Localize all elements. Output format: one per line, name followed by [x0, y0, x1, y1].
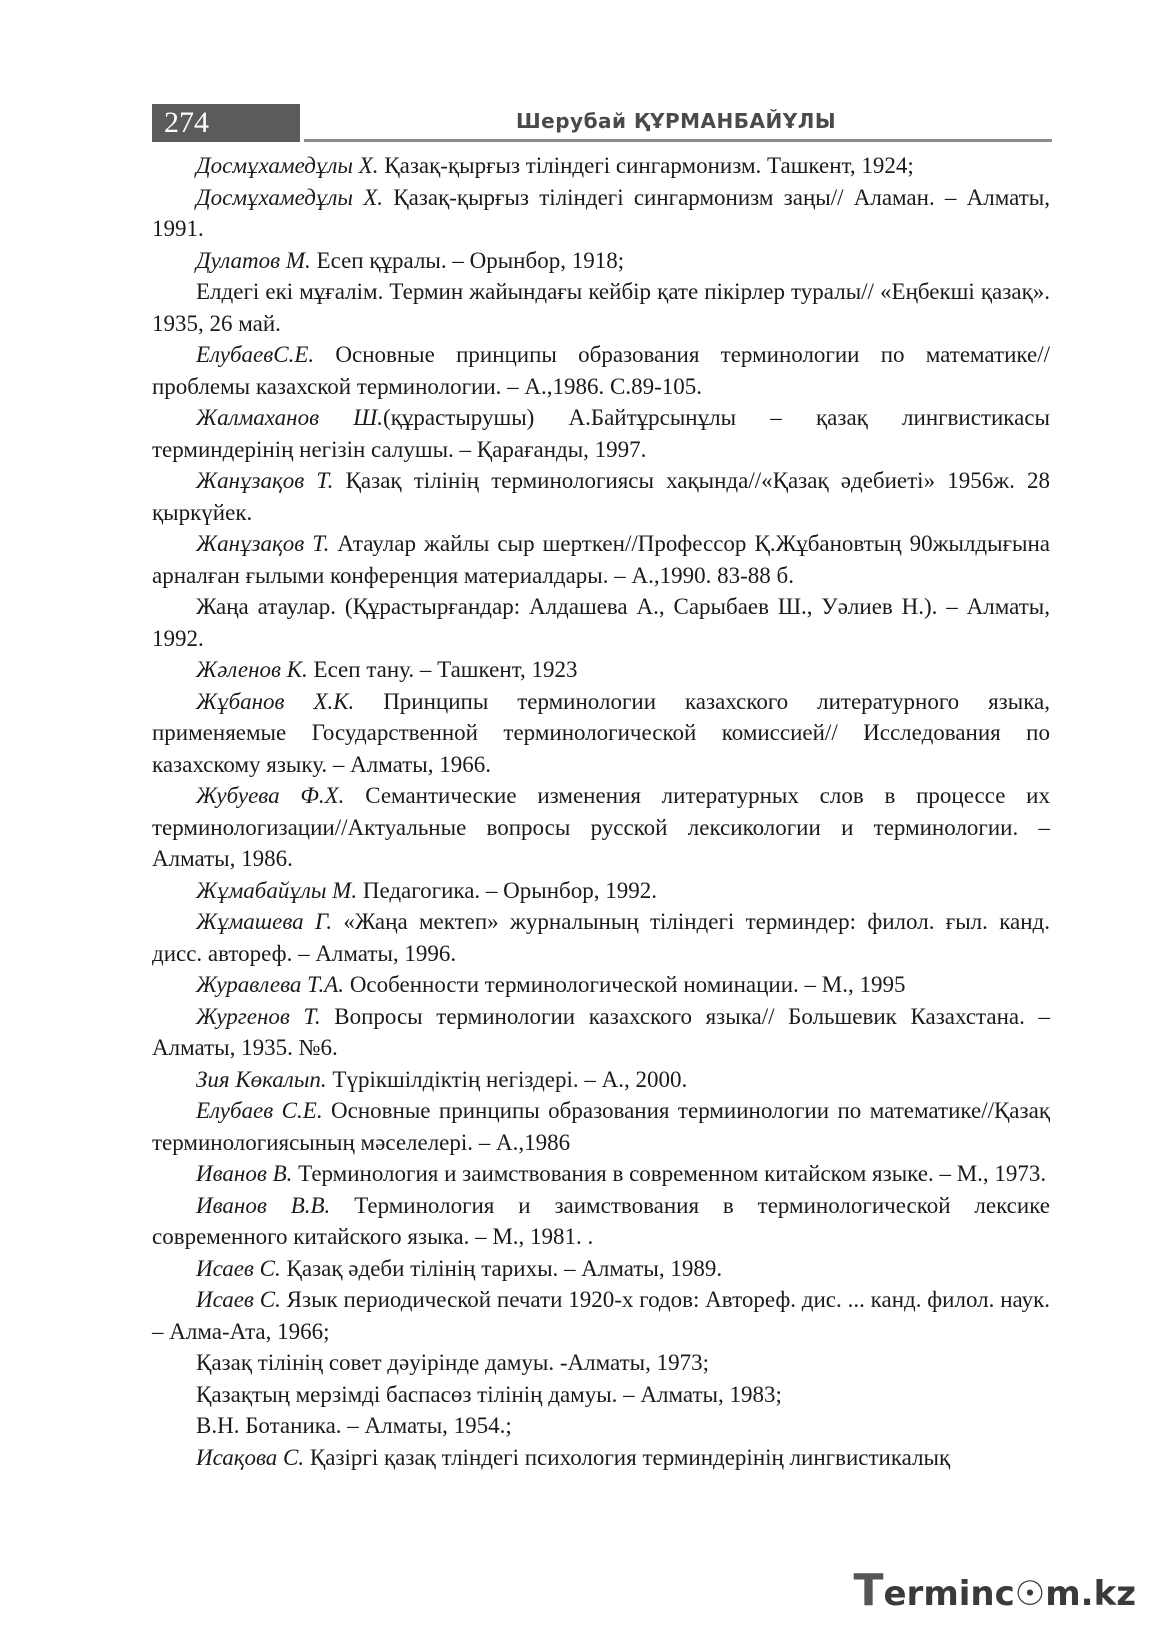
entry-text: Принципы терминологии казахского литературного языка, применяемые Государственной терминологической комиссией// Исследования по казахскому языку. – Алматы, 1966. — [152, 688, 1050, 777]
entry-author: Зия Көкалып. — [196, 1066, 327, 1092]
bibliography-entry — [152, 654, 1050, 686]
entry-text: Қазақ тілінің терминологиясы хақында//«Қазақ әдебиеті» 1956ж. 28 қыркүйек. — [152, 468, 1050, 525]
entry-author: Жәленов К. — [196, 657, 308, 682]
entry-author: Иванов В. — [196, 1161, 293, 1186]
entry-author: Жалмаханов Ш. — [196, 405, 384, 430]
entry-author: Жұмашева Г. — [196, 909, 333, 934]
entry-text: Язык периодической печати 1920-х годов: Автореф. дис. ... канд. филол. наук. – Алма-Ата, 1966; — [152, 1287, 1050, 1344]
bibliography-entry — [152, 875, 1050, 907]
bibliography-entry — [152, 1001, 1050, 1064]
entry-author: Жұбанов Х.К. — [196, 688, 355, 714]
bibliography-entry — [152, 1095, 1050, 1158]
bibliography-entry — [152, 150, 1050, 182]
entry-text: Қазақ тілінің совет дәуірінде дамуы. -Алматы, 1973; — [196, 1350, 710, 1375]
entry-text: Қазіргі қазақ тліндегі психология терминдерінің лингвистикалық — [304, 1444, 951, 1470]
entry-author: Журавлева Т.А. — [196, 972, 345, 997]
entry-text: Есеп тану. – Ташкент, 1923 — [307, 657, 578, 682]
entry-author: Дулатов М. — [196, 247, 311, 273]
entry-text: Қазақ-қырғыз тіліндегі сингармонизм заңы// Аламан. – Алматы, 1991. — [152, 184, 1050, 241]
bibliography-entry — [152, 1442, 1050, 1474]
page-number: 274 — [152, 104, 300, 142]
entry-text: Основные принципы образования терминологии по математике// проблемы казахской терминологии. – А.,1986. С.89-105. — [152, 342, 1050, 399]
entry-author: Елубаев С.Е. — [196, 1098, 323, 1123]
entry-text: Қазақ-қырғыз тіліндегі сингармонизм. Ташкент, 1924; — [378, 153, 914, 178]
bibliography-entry — [152, 465, 1050, 528]
bibliography-entry — [152, 780, 1050, 875]
entry-author: Исақова С. — [196, 1444, 305, 1470]
bibliography-entry — [152, 969, 1050, 1001]
entry-text: Қазақтың мерзімді баспасөз тілінің дамуы. – Алматы, 1983; — [196, 1381, 782, 1407]
site-logo — [853, 1567, 1136, 1615]
entry-text: Түрікшілдіктің негіздері. – А., 2000. — [326, 1066, 688, 1092]
bibliography-entry — [152, 1410, 1050, 1442]
entry-author: ЕлубаевС.Е. — [196, 342, 315, 367]
entry-text: Педагогика. – Орынбор, 1992. — [357, 877, 657, 903]
entry-text: В.Н. Ботаника. – Алматы, 1954.; — [196, 1413, 512, 1438]
bibliography-entry — [152, 1158, 1050, 1190]
entry-text: Атаулар жайлы сыр шерткен//Профессор Қ.Жұбановтың 90жылдығына арналған ғылыми конференция материалдары. – А.,1990. 83-88 б. — [152, 531, 1050, 588]
bibliography-entry — [152, 528, 1050, 591]
bibliography-entry — [152, 906, 1050, 969]
bibliography-entry — [152, 1284, 1050, 1347]
bibliography-entry — [152, 686, 1050, 781]
entry-text: Семантические изменения литературных слов в процессе их терминологизации//Актуальные вопросы русской лексикологии и терминологии. – Алматы, 1986. — [152, 783, 1050, 871]
entry-text: Основные принципы образования термиинологии по математике//Қазақ терминологиясының мәселелері. – А.,1986 — [152, 1098, 1050, 1155]
bibliography-entry — [152, 276, 1050, 339]
running-title: Шерубай ҚҰРМАНБАЙҰЛЫ — [515, 109, 837, 133]
entry-author: Досмұхамедұлы Х. — [196, 184, 384, 210]
bibliography-entry — [152, 1253, 1050, 1285]
bibliography-entry — [152, 591, 1050, 654]
running-header — [152, 104, 1052, 144]
bibliography-list — [152, 150, 1050, 1473]
logo-mark: T — [853, 1565, 884, 1616]
entry-author: Жургенов Т. — [196, 1003, 321, 1029]
entry-author: Жанұзақов Т. — [196, 468, 334, 493]
bibliography-entry — [152, 1064, 1050, 1096]
entry-author: Исаев С. — [196, 1255, 281, 1281]
entry-text: Елдегі екі мұғалім. Термин жайындағы кейбір қате пікірлер туралы// «Еңбекші қазақ». 1935, 26 май. — [152, 279, 1050, 336]
entry-author: Досмұхамедұлы Х. — [196, 153, 379, 178]
entry-author: Исаев С. — [196, 1287, 281, 1312]
entry-text: Терминология и заимствования в современном китайском языке. – М., 1973. — [292, 1161, 1047, 1186]
entry-text: Есеп құралы. – Орынбор, 1918; — [310, 247, 625, 273]
entry-text: «Жаңа мектеп» журналының тіліндегі терминдер: филол. ғыл. канд. дисс. автореф. – Алматы, 1996. — [152, 909, 1050, 966]
entry-text: Особенности терминологической номинации. – М., 1995 — [344, 972, 906, 997]
bibliography-entry — [152, 1379, 1050, 1411]
entry-author: Жубуева Ф.Х. — [196, 783, 345, 808]
bibliography-entry — [152, 182, 1050, 245]
logo-text: erminc☉m.kz — [883, 1574, 1136, 1614]
bibliography-entry — [152, 1190, 1050, 1253]
entry-text: Вопросы терминологии казахского языка// Большевик Казахстана. – Алматы, 1935. №6. — [152, 1003, 1050, 1060]
bibliography-entry — [152, 402, 1050, 465]
entry-author: Жұмабайұлы М. — [196, 877, 358, 903]
entry-text: Терминология и заимствования в терминологической лексике современного китайского языка. – М., 1981. . — [152, 1192, 1050, 1249]
entry-text: Жаңа атаулар. (Құрастырғандар: Алдашева А., Сарыбаев Ш., Уәлиев Н.). – Алматы, 1992. — [152, 594, 1050, 651]
entry-author: Иванов В.В. — [196, 1192, 331, 1218]
entry-author: Жанұзақов Т. — [196, 531, 330, 556]
bibliography-entry — [152, 339, 1050, 402]
entry-text: (құрастырушы) А.Байтұрсынұлы – қазақ лингвистикасы терминдерінің негізін салушы. – Қарағанды, 1997. — [152, 405, 1050, 462]
entry-text: Қазақ әдеби тілінің тарихы. – Алматы, 1989. — [280, 1255, 723, 1281]
bibliography-entry — [152, 1347, 1050, 1379]
bibliography-entry — [152, 245, 1050, 277]
header-rule — [304, 139, 1052, 142]
